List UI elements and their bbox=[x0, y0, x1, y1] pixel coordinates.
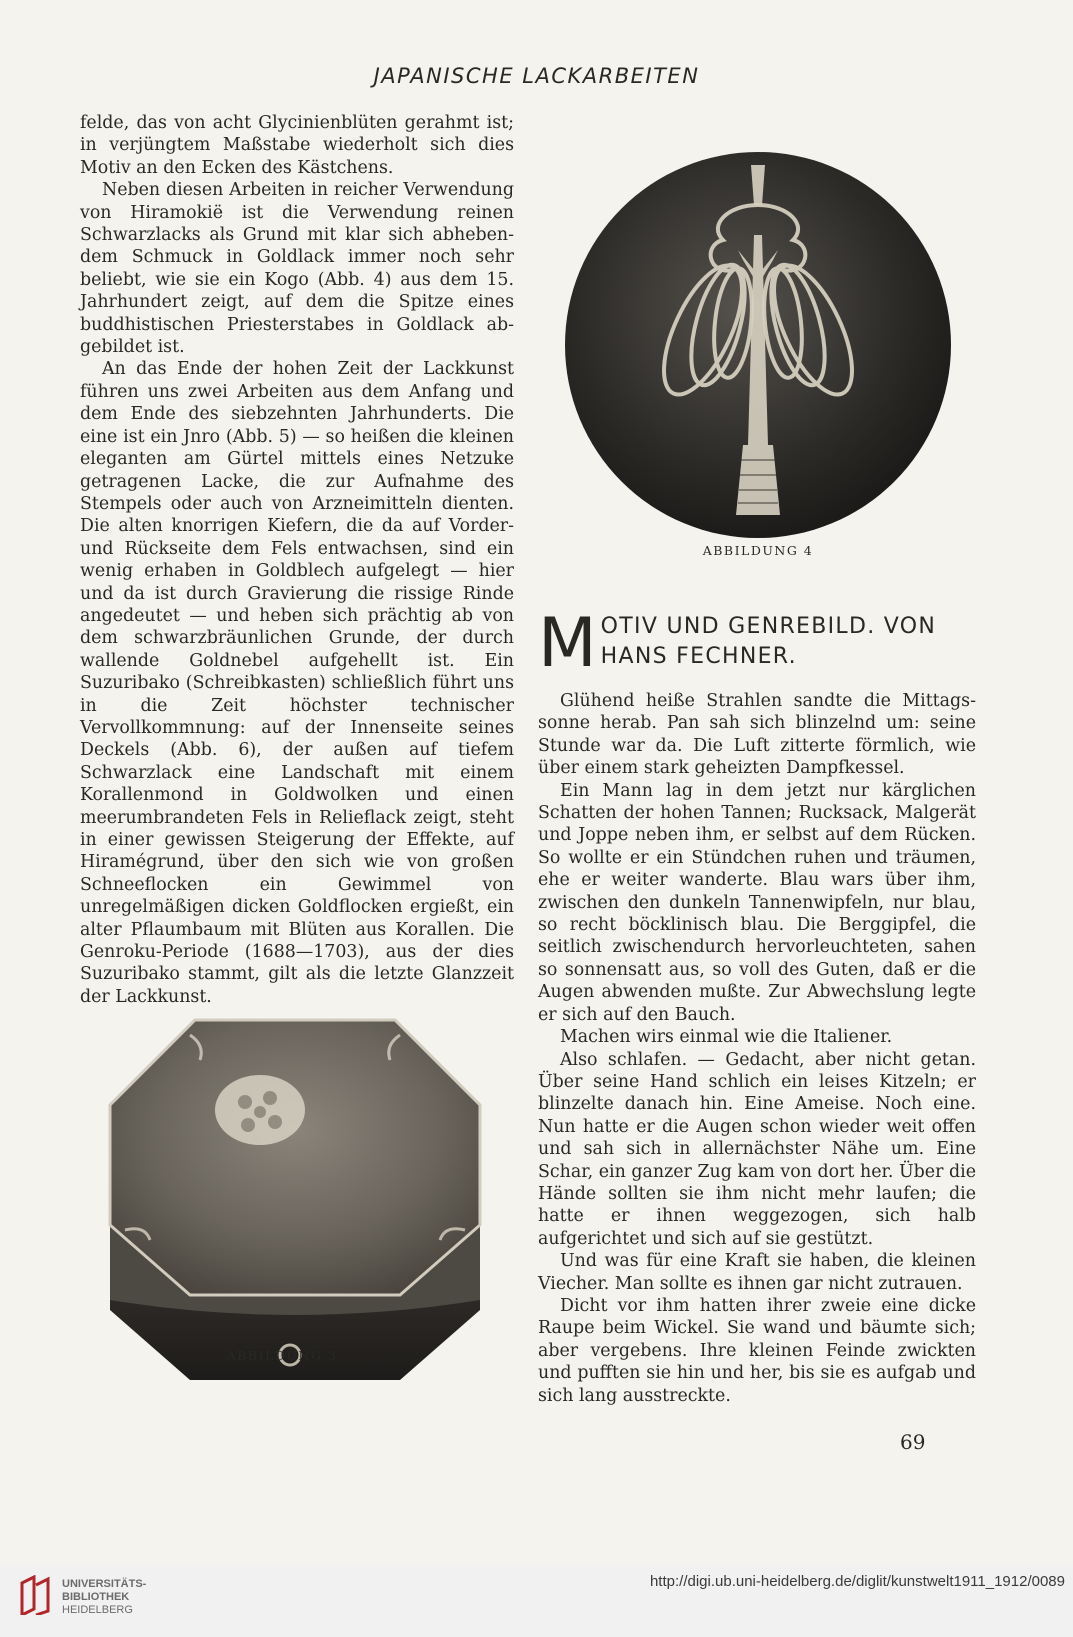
headline-line-1: OTIV UND GENREBILD. VON bbox=[600, 614, 937, 639]
figure-4-image bbox=[558, 145, 958, 545]
library-line-1: UNIVERSITÄTS- bbox=[62, 1578, 147, 1590]
article-headline bbox=[538, 604, 978, 683]
right-paragraph-2: Ein Mann lag in dem jetzt nur kärglichen Schatten der hohen Tannen; Rucksack, Malgerät und Joppe neben ihm, er selbst auf dem Rücken. So wollte er ein Stündchen ruhen und träumen, ehe er weiter wanderte. Blau wars über ihm, zwischen den dunkeln Tannenwipfeln, nur blau, so recht böcklinisch blau. Die Berggipfel, die seitlich zwischendurch hervorleuchteten, sahen so sonnensatt aus, so voll des Guten, daß er die Augen abwenden mußte. Zur Abwechslung legte er sich auf den Bauch. bbox=[538, 780, 976, 1025]
right-paragraph-5: Und was für eine Kraft sie haben, die kleinen Viecher. Man sollte es ihnen gar nicht zutrauen. bbox=[538, 1251, 976, 1294]
library-logo-icon bbox=[18, 1575, 54, 1615]
library-line-3: HEIDELBERG bbox=[62, 1604, 133, 1616]
library-line-2: BIBLIOTHEK bbox=[62, 1591, 130, 1603]
right-paragraph-3: Machen wirs einmal wie die Italiener. bbox=[560, 1027, 893, 1048]
right-paragraph-4: Also schlafen. — Gedacht, aber nicht getan. Über seine Hand schlich ein leises Kitzeln; er blinzelte danach hin. Eine Ameise. Noch eine. Nun hatte er die Augen schon wieder weit offen und sah sich in allernächster Nähe um. Eine Schar, ein ganzer Zug kam von dort her. Über die Hände sollten sie ihm nicht mehr laufen; die hatte er ihnen weggezogen, sich halb aufgerichtet und sich auf sie gestützt. bbox=[538, 1049, 976, 1249]
drop-cap: M bbox=[538, 604, 597, 683]
library-name bbox=[62, 1578, 146, 1617]
left-paragraph-3: An das Ende der hohen Zeit der Lackkunst führen uns zwei Arbeiten aus dem Anfang und dem Ende des siebzehnten Jahrhunderts. Die eine ist ein Jnro (Abb. 5) — so heißen die kleinen eleganten am Gürtel mittels eines Netzuke getragenen Lacke, die zur Aufnahme des Stempels oder auch von Arzneimitteln dienten. Die alten knorrigen Kiefern, die da auf Vorder- und Rückseite dem Fels entwachsen, sind ein wenig erhaben in Goldblech aufgelegt — hier und da ist durch Gravierung die rissige Rinde angedeutet — und heben sich prächtig ab von dem schwarzbräunlichen Grunde, der durch wallende Goldnebel aufgehellt ist. Ein Suzuribako (Schreibkasten) schließlich führt uns in die Zeit höchster technischer Vervollkommnung: auf der Innenseite seines Deckels (Abb. 6), der außen auf tiefem Schwarzlack eine Landschaft mit einem Korallenmond in Goldwolken und einen meerumbrandeten Fels in Relieflack zeigt, steht in einer gewissen Steigerung der Effekte, auf Hiramégrund, über den sich wie von großen Schneeflocken ein Gewimmel von unregelmäßigen dicken Goldflocken ergießt, ein alter Pflaumbaum mit Blüten aus Korallen. Die Genroku-Periode (1688—1703), aus der dies Suzuribako stammt, gilt als die letzte Glanzzeit der Lackkunst. bbox=[80, 359, 514, 1007]
left-paragraph-1: felde, das von acht Glycinienblüten gerahmt ist; in verjüngtem Maßstabe wiederholt sich dies Motiv an den Ecken des Kästchens. bbox=[80, 113, 514, 178]
figure-4-caption: ABBILDUNG 4 bbox=[702, 543, 814, 558]
left-column bbox=[80, 112, 514, 1008]
right-paragraph-1: Glühend heiße Strahlen sandte die Mittagssonne herab. Pan sah sich blinzelnd um: seine Stunde war da. Die Luft zitterte förmlich, wie über einem stark geheizten Dampfkessel. bbox=[538, 691, 976, 779]
right-column bbox=[538, 690, 976, 1407]
source-url-link[interactable]: http://digi.ub.uni-heidelberg.de/diglit/kunstwelt1911_1912/0089 bbox=[649, 1573, 1065, 1590]
running-head: JAPANISCHE LACKARBEITEN bbox=[373, 64, 700, 88]
page-number: 69 bbox=[900, 1430, 926, 1454]
headline-line-2: HANS FECHNER. bbox=[600, 644, 797, 669]
figure-3-caption: ABBILDUNG 3 bbox=[226, 1348, 338, 1363]
left-paragraph-2: Neben diesen Arbeiten in reicher Verwendung von Hiramokië ist die Verwendung reinen Schwarzlacks als Grund mit klar sich abhebendem Schmuck in Goldlack immer noch sehr beliebt, wie sie ein Kogo (Abb. 4) aus dem 15. Jahrhundert zeigt, auf dem die Spitze eines buddhistischen Priesterstabes in Goldlack abgebildet ist. bbox=[80, 180, 514, 358]
right-paragraph-6: Dicht vor ihm hatten ihrer zweie eine dicke Raupe beim Wickel. Sie wand und bäumte sich; aber vergebens. Ihre kleinen Feinde zwickten und pufften sie hin und her, bis sie es aufgab und sich lang ausstreckte. bbox=[538, 1295, 976, 1406]
